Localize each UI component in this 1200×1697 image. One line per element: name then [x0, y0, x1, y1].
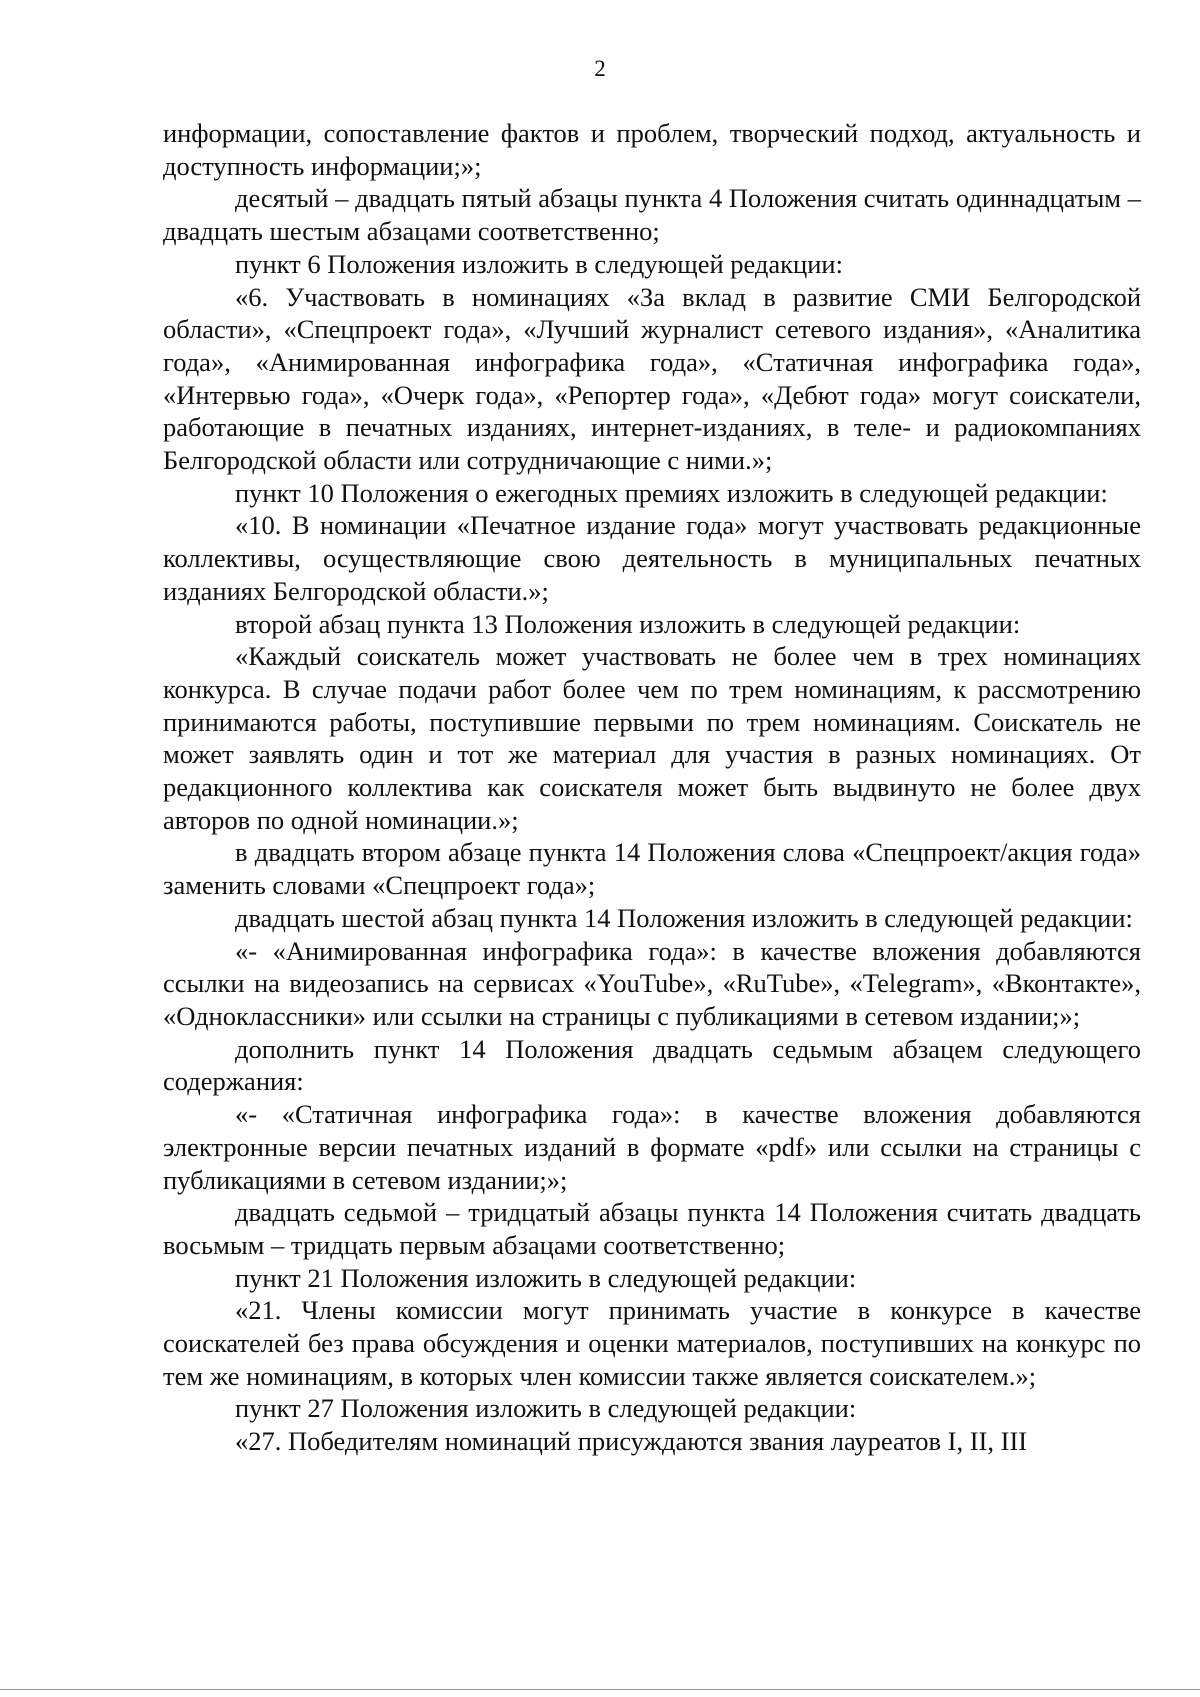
paragraph-continuation: информации, сопоставление фактов и проблем, творческий подход, актуальность и доступность информации;»; — [163, 118, 1141, 181]
paragraph: пункт 27 Положения изложить в следующей редакции: — [235, 1393, 857, 1424]
paragraph: «21. Члены комиссии могут принимать участие в конкурсе в качестве соискателей без права обсуждения и оценки материалов, поступивших на конкурс по тем же номинациям, в которых член комиссии также является соискателем.»; — [163, 1295, 1141, 1391]
paragraph: «6. Участвовать в номинациях «За вклад в развитие СМИ Белгородской области», «Спецпроект года», «Лучший журналист сетевого издания», «Аналитика года», «Анимированная инфографика года», «Статичная инфографика года», «Интервью года», «Очерк года», «Репортер года», «Дебют года» могут соискатели, работающие в печатных изданиях, интернет-изданиях, в теле- и радиокомпаниях Белгородской области или сотрудничающие с ними.»; — [163, 281, 1141, 476]
paragraph: «- «Анимированная инфографика года»: в качестве вложения добавляются ссылки на видеозапись на сервисах «YouTube», «RuTube», «Telegram», «Вконтакте», «Одноклассники» или ссылки на страницы с публикациями в сетевом издании;»; — [163, 935, 1141, 1031]
paragraph: двадцать седьмой – тридцатый абзацы пункта 14 Положения считать двадцать восьмым – тридцать первым абзацами соответственно; — [163, 1197, 1141, 1260]
paragraph: в двадцать втором абзаце пункта 14 Положения слова «Спецпроект/акция года» заменить словами «Спецпроект года»; — [163, 837, 1141, 901]
paragraph: двадцать шестой абзац пункта 14 Положения изложить в следующей редакции: — [235, 902, 1133, 933]
paragraph: пункт 10 Положения о ежегодных премиях изложить в следующей редакции: — [235, 477, 1108, 508]
paragraph: дополнить пункт 14 Положения двадцать седьмым абзацем следующего содержания: — [163, 1033, 1141, 1097]
paragraph: «- «Статичная инфографика года»: в качестве вложения добавляются электронные версии печатных изданий в формате «pdf» или ссылки на страницы с публикациями в сетевом издании;»; — [163, 1099, 1141, 1195]
paragraph: пункт 6 Положения изложить в следующей редакции: — [235, 248, 843, 279]
paragraph: второй абзац пункта 13 Положения изложить в следующей редакции: — [235, 608, 1021, 639]
document-body — [163, 117, 1141, 1458]
paragraph: десятый – двадцать пятый абзацы пункта 4 Положения считать одиннадцатым – двадцать шестым абзацами соответственно; — [163, 183, 1141, 247]
paragraph: «10. В номинации «Печатное издание года» могут участвовать редакционные коллективы, осуществляющие свою деятельность в муниципальных печатных изданиях Белгородской области.»; — [163, 510, 1141, 606]
page-number: 2 — [594, 56, 606, 81]
paragraph: пункт 21 Положения изложить в следующей редакции: — [235, 1262, 857, 1293]
page-bottom-edge — [0, 1689, 1200, 1690]
paragraph: «Каждый соискатель может участвовать не более чем в трех номинациях конкурса. В случае подачи работ более чем по трем номинациям, к рассмотрению принимаются работы, поступившие первыми по трем номинациям. Соискатель не может заявлять один и тот же материал для участия в разных номинациях. От редакционного коллектива как соискателя может быть выдвинуто не более двух авторов по одной номинации.»; — [163, 641, 1141, 835]
paragraph: «27. Победителям номинаций присуждаются звания лауреатов I, II, III — [235, 1426, 1028, 1457]
